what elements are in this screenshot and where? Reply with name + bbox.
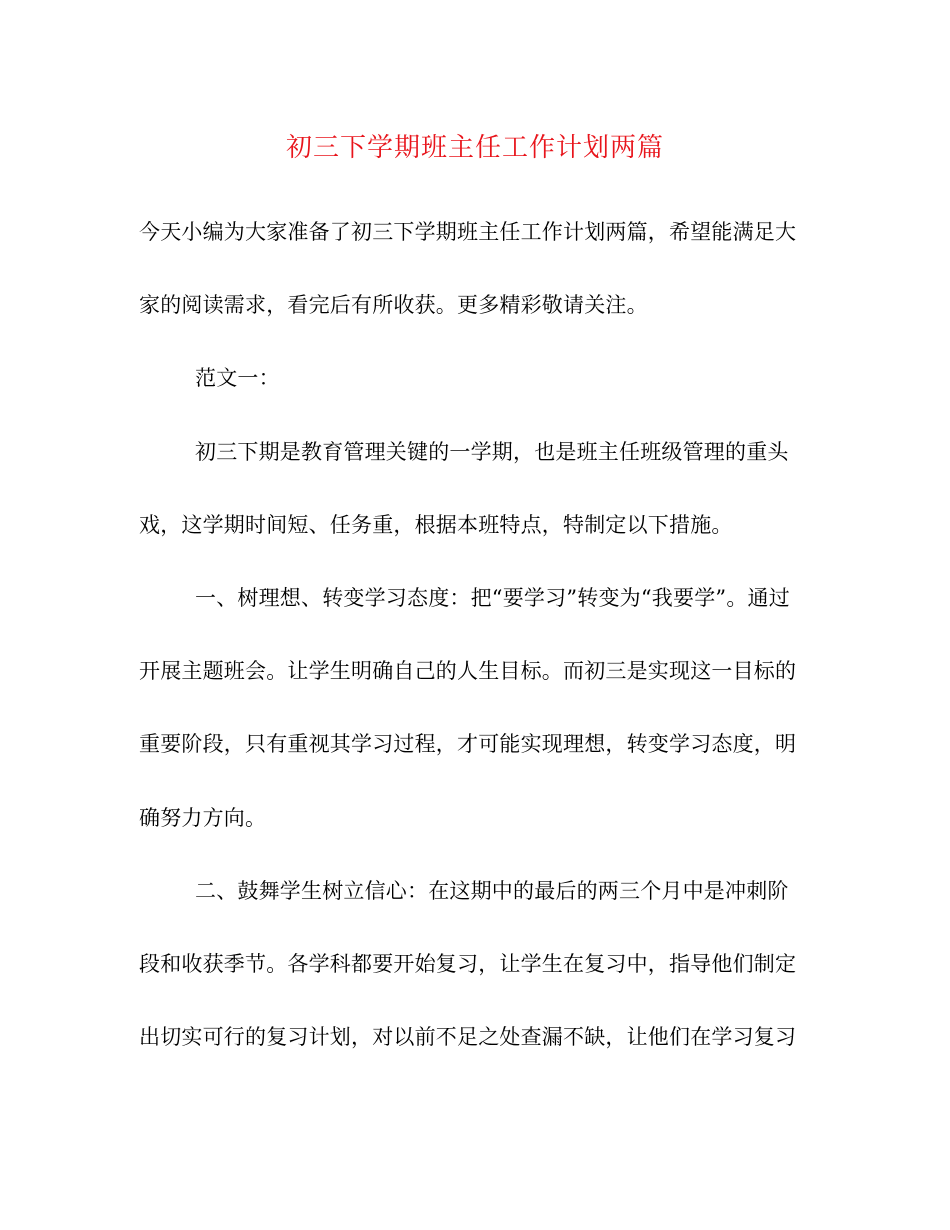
body-line: 段和收获季节。各学科都要开始复习，让学生在复习中，指导他们制定 bbox=[139, 951, 797, 976]
body-line: 今天小编为大家准备了初三下学期班主任工作计划两篇，希望能满足大 bbox=[139, 220, 797, 244]
body-line: 开展主题班会。让学生明确自己的人生目标。而初三是实现这一目标的 bbox=[139, 659, 797, 684]
body-line: 戏，这学期时间短、任务重，根据本班特点，特制定以下措施。 bbox=[139, 512, 733, 537]
body-line: 确努力方向。 bbox=[139, 805, 267, 830]
body-line: 初三下期是教育管理关键的一学期，也是班主任班级管理的重头 bbox=[195, 439, 789, 464]
body-line: 家的阅读需求，看完后有所收获。更多精彩敬请关注。 bbox=[139, 293, 648, 318]
document-title: 初三下学期班主任工作计划两篇 bbox=[285, 133, 664, 163]
body-line: 二、鼓舞学生树立信心：在这期中的最后的两三个月中是冲刺阶 bbox=[195, 878, 789, 903]
body-line: 出切实可行的复习计划，对以前不足之处查漏不缺，让他们在学习复习 bbox=[139, 1025, 797, 1050]
body-line: 重要阶段，只有重视其学习过程，才可能实现理想，转变学习态度，明 bbox=[139, 732, 797, 757]
body-line: 一、树理想、转变学习态度：把“要学习”转变为“我要学”。通过 bbox=[195, 585, 790, 610]
document-body bbox=[139, 212, 829, 1090]
body-line: 范文一： bbox=[195, 366, 280, 391]
